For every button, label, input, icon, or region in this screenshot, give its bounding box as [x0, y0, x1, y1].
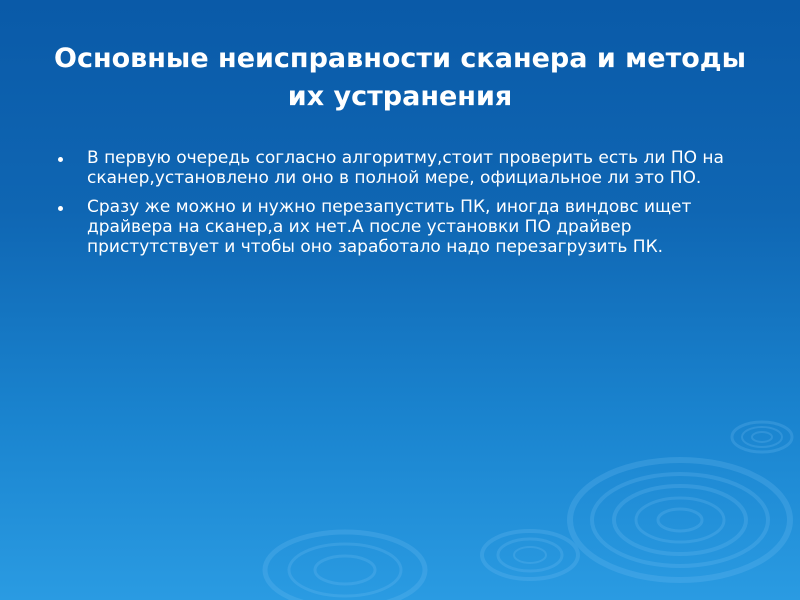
bullet-item — [56, 197, 756, 257]
bullet-list — [56, 148, 756, 266]
bullet-dot-icon — [58, 157, 63, 162]
bullet-text: Сразу же можно и нужно перезапустить ПК, иногда виндовс ищет драйвера на сканер,а их нет.А после установки ПО драйвер пристутствует и чтобы оно заработало надо перезагрузить ПК. — [87, 197, 692, 257]
bullet-text: В первую очередь согласно алгоритму,стоит проверить есть ли ПО на сканер,установлено ли оно в полной мере, официальное ли это ПО. — [87, 148, 724, 188]
bullet-dot-icon — [58, 206, 63, 211]
bullet-item — [56, 148, 756, 188]
slide-title: Основные неисправности сканера и методы их устранения — [54, 43, 746, 112]
